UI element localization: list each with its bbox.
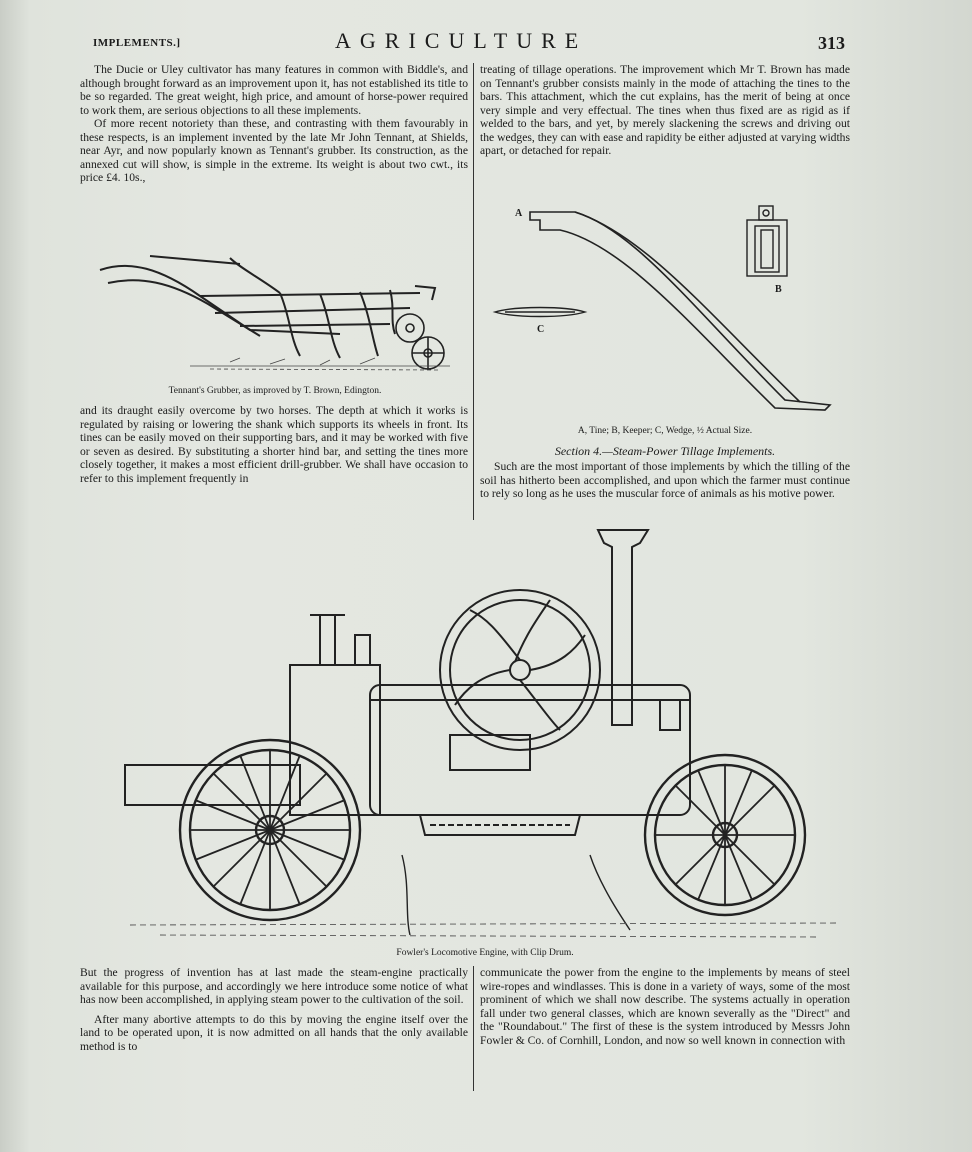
- label-c: C: [537, 324, 545, 335]
- column-rule: [473, 966, 474, 1091]
- right-column-top: [480, 63, 850, 158]
- running-head-section: IMPLEMENTS.]: [93, 37, 181, 49]
- label-b: B: [775, 284, 782, 295]
- locomotive-engine-illustration: [120, 525, 850, 945]
- tine-illustration: [485, 200, 855, 420]
- paragraph: Such are the most important of those implements by which the tilling of the soil has hitherto been accomplished, and upon which the farmer must continue to rely so long as he uses the muscular force of animals as his motive power.: [480, 460, 850, 500]
- paragraph: Of more recent notoriety than these, and contrasting with them favourably in these respects, is an implement invented by the late Mr John Tennant, at Shields, near Ayr, and now popularly known as Tennant's grubber. Its construction, as the annexed cut will show, is simple in the extreme. Its weight is about two cwt., its price £4. 10s.,: [80, 117, 468, 184]
- paragraph: The Ducie or Uley cultivator has many features in common with Biddle's, and although brought forward as an improvement upon it, has not established its title to be so regarded. The great weight, high price, and amount of horse-power required to work them, are serious objections to all these implements.: [80, 63, 468, 117]
- left-column-bottom: [80, 966, 468, 1053]
- grubber-illustration: [90, 238, 460, 378]
- paragraph: treating of tillage operations. The improvement which Mr T. Brown has made on Tennant's grubber consists mainly in the mode of attaching the tines to the bars. This attachment, which the cut explains, has the merit of being at once very simple and very effectual. The tines when thus fixed are as rigid as if welded to the bars, and yet, by merely slackening the screws and driving out the wedges, they can with ease and rapidity be either adjusted at varying widths apart, or detached for repair.: [480, 63, 850, 157]
- grubber-caption: Tennant's Grubber, as improved by T. Brown, Edington.: [168, 386, 382, 396]
- page-number: 313: [818, 33, 845, 53]
- right-column-middle: [480, 460, 850, 501]
- paragraph: and its draught easily overcome by two horses. The depth at which it works is regulated by raising or lowering the shank which supports its wheels in front. Its tines can be easily moved on their supporting bars, and it may be worked with five or seven as desired. By substituting a shorter hind bar, and setting the tines more closely together, it makes a most efficient drill-grubber. We shall have occasion to refer to this implement frequently in: [80, 404, 468, 485]
- paragraph: communicate the power from the engine to the implements by means of steel wire-ropes and windlasses. This is done in a variety of ways, some of the most prominent of which we shall now describe. The systems actually in operation fall under two general classes, which are known severally as the "Direct" and the "Roundabout." The first of these is the system introduced by Messrs John Fowler & Co. of Cornhill, London, and now so well known in connection with: [480, 966, 850, 1047]
- right-column-bottom: [480, 966, 850, 1047]
- label-a: A: [515, 208, 523, 219]
- paragraph: But the progress of invention has at last made the steam-engine practically available for this purpose, and accordingly we here introduce some notice of what has now been accomplished, in applying steam power to the cultivation of the soil.: [80, 966, 468, 1006]
- left-column-top: [80, 63, 468, 185]
- running-head-title: AGRICULTURE: [335, 28, 588, 53]
- tine-caption: A, Tine; B, Keeper; C, Wedge, ½ Actual Size.: [577, 426, 753, 436]
- left-column-middle: [80, 404, 468, 485]
- engine-caption: Fowler's Locomotive Engine, with Clip Drum.: [396, 948, 574, 958]
- section-heading: Section 4.—Steam-Power Tillage Implements.: [554, 444, 776, 458]
- column-rule: [473, 63, 474, 520]
- paragraph: After many abortive attempts to do this by moving the engine itself over the land to be operated upon, it is now admitted on all hands that the only available method is to: [80, 1012, 468, 1053]
